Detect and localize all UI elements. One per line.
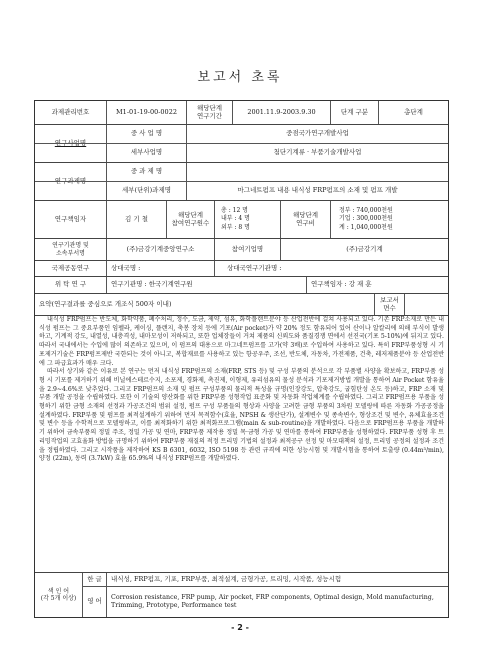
abstract-body (39, 316, 444, 464)
keywords-ko-value: 내식성, FRP펌프, 기포, FRP부품, 최적설계, 금형가공, 트리밍, 시작품, 성능시험 (111, 574, 342, 583)
international-label: 국제공동연구 (35, 261, 107, 276)
summary-label: 요약(연구결과를 중심으로 개조식 500자 이내) (35, 294, 375, 315)
keywords-row (35, 573, 448, 617)
program-label: 연구사업명 (35, 125, 107, 162)
leader-label: 연구책임자 (35, 201, 107, 238)
people-counts (215, 201, 281, 238)
partner-label: 참여기업명 (215, 239, 281, 260)
partner-institution-label: 상대국연구기관명 : (227, 263, 282, 272)
keywords-en-row (83, 587, 448, 617)
abstract-paragraph-1: 내식성 FRP펌프는 반도체, 화학약품, 폐수처리, 정수, 도금, 제약, 섬유, 화학플랜트분야 등 산업전반에 걸쳐 사용되고 있다. 기존 FRP소재로 만든 내식성 펌프는 그 중요부품인 임펠라, 케이싱, 플랜지, 축봉 장치 등에 기포(Air pocket)가 약 20% 정도 함유되어 있어 산이나 알칼리에 의해 부식이 발생하고, 기계적 강도, 내열성, 내충격성, 내마모성이 저하되고, 또한 업체장들이 거쳐 제품의 신뢰도와 품질경쟁 면에서 선진국(기포 5-10%)에 뒤지고 있다. 따라서 국내에서는 수입에 많이 의존하고 있으며, 이 펌프의 대용으로 마그네트펌프를 고가(약 3배)로 수입하여 사용하고 있다. 특히 FRP부품성형 시 기포제거기술은 FRP펌프제반 국한되는 것이 아니고, 복합재료를 사용하고 있는 항공우주, 조선, 반도체, 자동차, 가전제품, 건축, 레저제품분야 등 산업전반에 그 파급효과가 매우 크다. (39, 316, 444, 367)
main-program-value: 중점국가연구개발사업 (286, 129, 349, 138)
cost-company: 기업 : 300,000천원 (339, 215, 393, 223)
partner-country-label: 상대국명 : (107, 261, 215, 276)
cost-total: 계 : 1,040,000천원 (339, 223, 393, 231)
abstract-area (35, 316, 448, 573)
people-external: 외부 : 8 명 (221, 223, 250, 231)
page-title: 보고서 초록 (197, 70, 283, 85)
keywords-en-value: Corrosion resistance, FRP pump, Air pocket, FRP components, Optimal design, Mold manufacturing, Trimming, Prototype, Performance test (111, 593, 434, 609)
leader-name: 김 기 철 (107, 201, 167, 238)
program-row (35, 125, 448, 163)
cost-government: 정부 : 740,000천원 (339, 207, 393, 215)
detail-program-label: 세부사업명 (107, 144, 187, 162)
consignment-label: 위 탁 연 구 (35, 277, 107, 293)
keywords-ko-row (83, 573, 448, 587)
main-program-label: 중 사 업 명 (107, 125, 187, 143)
institution-label: 연구기관명 및 소속부서명 (35, 239, 107, 260)
page-number: - 2 - (231, 623, 249, 632)
detail-program-value: 첨단기계류 · 부품기술개발사업 (273, 148, 362, 157)
partner-value: (주)금강기계 (346, 244, 383, 253)
project-row (35, 163, 448, 201)
consignment-leader: 연구책임자 : 강 재 훈 (311, 280, 372, 289)
pages-label: 보고서 면수 (375, 294, 405, 315)
period-label: 해당단계 연구기간 (187, 101, 233, 124)
task-row (35, 101, 448, 125)
task-id-label: 과제관리번호 (35, 101, 107, 124)
stage-label: 단계 구분 (331, 101, 379, 124)
task-id-value: M1-01-19-00-0022 (107, 101, 187, 124)
leader-row (35, 201, 448, 239)
detail-project-label: 세부(단위)과제명 (107, 182, 187, 200)
keywords-label: 색 인 어 (각 5개 이상) (35, 573, 83, 617)
abstract-paragraph-2: 따라서 상기와 같은 이유로 본 연구는 먼저 내식성 FRP펌프의 소재(FRP, STS 등) 및 구성 부품의 분석으로 각 부품별 사양을 확보하고, FRP부품 성형 시 기포를 제거하기 위해 비닐에스테르수지, 소포제, 경화제, 촉진제, 이형제, 유리섬유의 물성 분석과 기포제거방법 개발을 통하여 Air Pocket 함유율을 2.9~4.6%로 낮추었다. 그리고 FRP펌프의 소재 및 펌프 구성부품의 물리적 특성을 규명(인장강도, 압축강도, 굽힘탄성 온도 등)하고, FRP 소재 및 부품 개발 공정을 수립하였다. 또한 이 기술의 양산화를 위한 FRP부품 성형작업 표준화 및 자동화 작업체계를 수립하였다. 그리고 FRP펌프용 부품을 성형하기 위한 금형 소재의 선정과 가공조건의 범위 설정, 펌프 구성 부품들의 형상과 사양을 고려한 금형 부품의 3차원 모델링에 따른 자동화 가공공정을 설계하였다. FRP부품 및 펌프를 최적설계하기 위하여 먼저 목적함수(효율, NPSH & 생산단가), 설계변수 및 종속변수, 형상조건 및 변수, 유체효율조건 및 변수 등을 수학적으로 모델링하고, 이를 최적화하기 위한 최적화프로그램(main & sub-routine)을 개발하였다. 다음으로 FRP펌프용 부품을 개발하기 위하여 금속부품의 정밀 주조, 정밀 가공 및 연마, FRP부품 제작용 정밀 목·금형 가공 및 연마를 통하여 FRP부품을 성형하였다. FRP부품 성형 후 트리밍작업의 고효율화 방법을 규명하기 위하여 FRP부품 재질의 적정 트리밍 기법의 설정과 최적공구 선정 및 마모대책의 설정, 트리밍 공정의 설정과 조건을 정립하였다. 그리고 시작품을 제작하여 KS B 6301, 6032, ISO 5198 등 관련 규격에 의한 성능시험 및 개발시험을 통하여 토출량 (0.44m³/min), 양정 (22m), 동력 (3.7kW) 효율 65.9%의 내식성 FRP펌프를 개발하였다. (39, 368, 444, 463)
keywords-ko-label: 한 글 (83, 573, 107, 586)
people-internal: 내부 : 4 명 (221, 215, 250, 223)
summary-header-row (35, 294, 448, 316)
main-project-value (187, 163, 448, 181)
project-label: 연구과제명 (35, 163, 107, 200)
consignment-institution: 연구기관명 : 한국기계연구원 (107, 277, 307, 293)
international-row (35, 261, 448, 277)
pages-value (405, 294, 448, 315)
cost-values (331, 201, 448, 238)
people-label: 해당단계 참여연구원수 (167, 201, 215, 238)
institution-row (35, 239, 448, 261)
main-project-label: 중 과 제 명 (107, 163, 187, 181)
cost-label: 해당단계 연구비 (281, 201, 331, 238)
report-summary-form (34, 100, 449, 618)
period-value: 2001.11.9-2003.9.30 (233, 101, 331, 124)
stage-value: 총단계 (404, 107, 423, 116)
detail-project-value: 마그네트펌프 내용 내식성 FRP펌프의 소재 및 펌프 개발 (237, 186, 398, 195)
keywords-en-label: 영 어 (83, 587, 107, 617)
consignment-row (35, 277, 448, 294)
institution-value: (주)금강기계중앙연구소 (107, 239, 215, 260)
people-total: 총 : 12 명 (221, 207, 248, 215)
